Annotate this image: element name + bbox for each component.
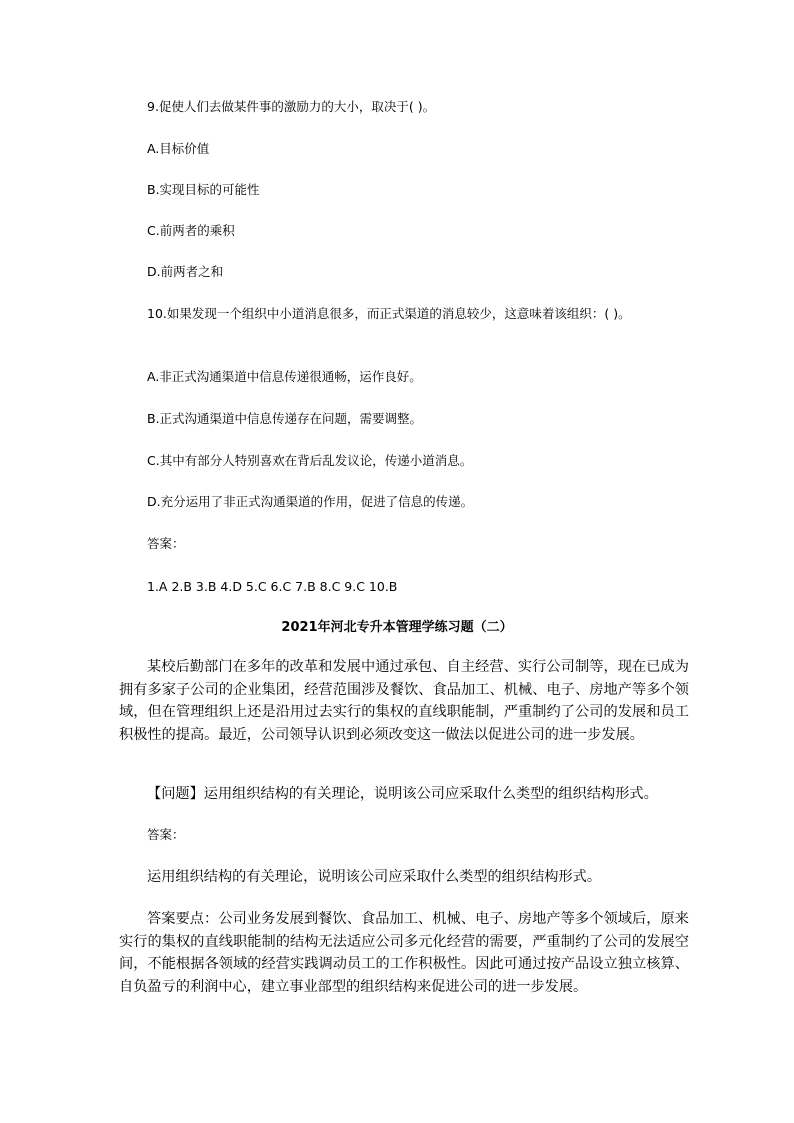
question-10-option-a: A.非正式沟通渠道中信息传递很通畅，运作良好。 [147,369,422,384]
answer-label: 答案： [147,536,185,551]
question-9-stem: 9.促使人们去做某件事的激励力的大小，取决于( )。 [147,99,436,114]
case-answer-restatement: 运用组织结构的有关理论，说明该公司应采取什么类型的组织结构形式。 [147,869,602,885]
question-10-option-c: C.其中有部分人特别喜欢在背后乱发议论，传递小道消息。 [147,453,473,468]
case-paragraph: 某校后勤部门在多年的改革和发展中通过承包、自主经营、实行公司制等，现在已成为拥有多家子公司的企业集团，经营范围涉及餐饮、食品加工、机械、电子、房地产等多个领域，但在管理组织上还是沿用过去实行的集权的直线职能制，严重制约了公司的发展和员工积极性的提高。最近，公司领导认识到必须改变这一做法以促进公司的进一步发展。 [119,659,689,744]
case-answer-label: 答案： [147,827,185,842]
question-9-option-a: A.目标价值 [147,141,210,156]
question-10-option-d: D.充分运用了非正式沟通渠道的作用，促进了信息的传递。 [147,494,474,509]
question-9-option-c: C.前两者的乘积 [147,223,235,238]
section-title: 2021年河北专升本管理学练习题（二） [281,620,513,635]
case-question: 【问题】运用组织结构的有关理论，说明该公司应采取什么类型的组织结构形式。 [147,786,658,802]
question-10-stem: 10.如果发现一个组织中小道消息很多，而正式渠道的消息较少，这意味着该组织：( )。 [147,306,631,321]
answer-key: 1.A 2.B 3.B 4.D 5.C 6.C 7.B 8.C 9.C 10.B [147,579,398,594]
question-9-option-d: D.前两者之和 [147,264,224,279]
case-answer-points: 答案要点：公司业务发展到餐饮、食品加工、机械、电子、房地产等多个领域后，原来实行的集权的直线职能制的结构无法适应公司多元化经营的需要，严重制约了公司的发展空间，不能根据各领域的经营实践调动员工的工作积极性。因此可通过按产品设立独立核算、自负盈亏的利润中心，建立事业部型的组织结构来促进公司的进一步发展。 [119,911,689,996]
question-10-option-b: B.正式沟通渠道中信息传递存在问题，需要调整。 [147,411,423,426]
question-9-option-b: B.实现目标的可能性 [147,182,260,197]
